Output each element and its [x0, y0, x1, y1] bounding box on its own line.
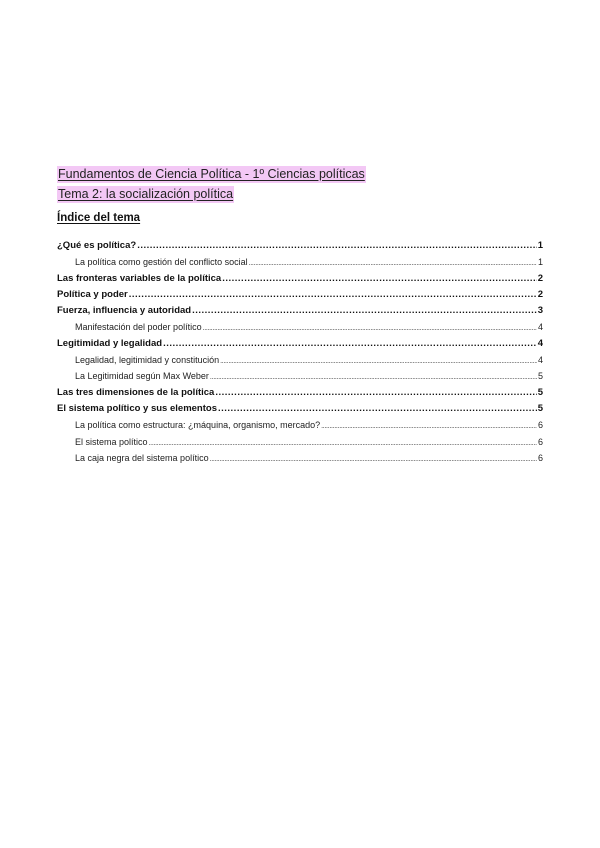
toc-entry-title: Las fronteras variables de la política	[57, 272, 222, 284]
toc-entry-title: El sistema político y sus elementos	[57, 402, 217, 414]
toc-entry-page: 6	[537, 452, 543, 463]
toc-entry-title: Legalidad, legitimidad y constitución	[75, 355, 220, 366]
toc-leader-dots	[222, 271, 536, 287]
toc-leader-dots	[129, 287, 537, 303]
toc-entry-fuerza-influencia-autoridad[interactable]	[57, 303, 543, 319]
toc-entry-title: Las tres dimensiones de la política	[57, 386, 215, 398]
toc-entry-title: El sistema político	[75, 436, 148, 447]
toc-entry-page: 1	[537, 240, 543, 251]
toc-entry-legalidad-constitucion[interactable]	[57, 352, 543, 368]
toc-entry-que-es-politica[interactable]	[57, 238, 543, 254]
table-of-contents	[57, 238, 543, 466]
toc-entry-page: 5	[537, 402, 543, 414]
toc-leader-dots	[192, 303, 537, 319]
toc-entry-title: La caja negra del sistema político	[75, 452, 209, 463]
toc-entry-manifestacion-poder[interactable]	[57, 319, 543, 335]
toc-entry-page: 5	[537, 371, 543, 382]
toc-entry-title: La política como gestión del conflicto social	[75, 257, 248, 268]
toc-entry-page: 1	[537, 257, 543, 268]
toc-entry-title: Política y poder	[57, 288, 128, 300]
toc-leader-dots	[210, 452, 537, 468]
toc-leader-dots	[215, 385, 536, 401]
toc-leader-dots	[220, 354, 537, 370]
toc-entry-title: La Legitimidad según Max Weber	[75, 371, 209, 382]
toc-entry-page: 5	[537, 386, 543, 398]
toc-entry-fronteras-variables[interactable]	[57, 271, 543, 287]
toc-entry-page: 2	[537, 288, 543, 300]
toc-entry-page: 6	[537, 436, 543, 447]
toc-entry-page: 4	[537, 337, 543, 349]
toc-entry-page: 3	[537, 305, 543, 317]
toc-entry-gestion-conflicto[interactable]	[57, 254, 543, 270]
toc-leader-dots	[321, 419, 537, 435]
toc-entry-tres-dimensiones[interactable]	[57, 385, 543, 401]
toc-entry-page: 4	[537, 322, 543, 333]
toc-entry-politica-y-poder[interactable]	[57, 287, 543, 303]
toc-entry-title: Fuerza, influencia y autoridad	[57, 305, 192, 317]
toc-entry-sistema-politico[interactable]	[57, 434, 543, 450]
course-title: Fundamentos de Ciencia Política - 1º Ciencias políticas	[58, 167, 365, 181]
toc-leader-dots	[218, 401, 537, 417]
toc-leader-dots	[163, 336, 537, 352]
toc-entry-title: ¿Qué es política?	[57, 240, 137, 251]
toc-entry-page: 2	[537, 272, 543, 284]
toc-entry-sistema-politico-elementos[interactable]	[57, 401, 543, 417]
toc-entry-page: 6	[537, 420, 543, 431]
toc-entry-title: La política como estructura: ¿máquina, organismo, mercado?	[75, 420, 321, 431]
toc-entry-legitimidad-weber[interactable]	[57, 368, 543, 384]
toc-entry-title: Legitimidad y legalidad	[57, 337, 163, 349]
toc-leader-dots	[137, 238, 537, 254]
toc-heading: Índice del tema	[57, 212, 141, 224]
toc-entry-page: 4	[537, 355, 543, 366]
topic-title: Tema 2: la socialización política	[58, 187, 234, 201]
toc-entry-caja-negra[interactable]	[57, 450, 543, 466]
toc-entry-legitimidad-legalidad[interactable]	[57, 336, 543, 352]
toc-entry-title: Manifestación del poder político	[75, 322, 202, 333]
toc-entry-politica-estructura[interactable]	[57, 417, 543, 433]
